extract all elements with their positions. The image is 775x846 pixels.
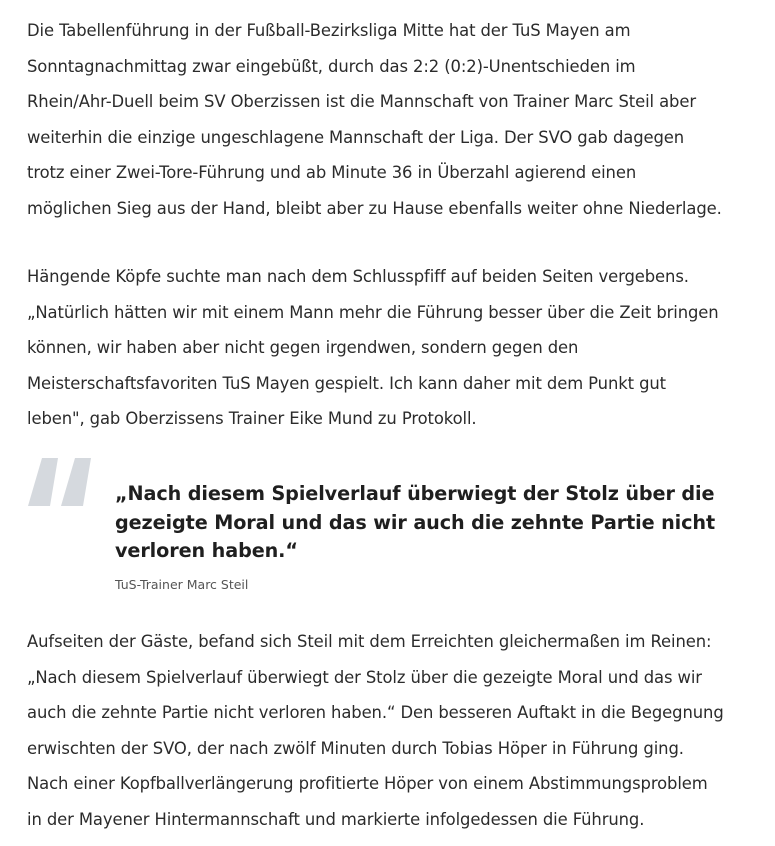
quote-text — [115, 480, 715, 566]
quote-line: verloren haben.“ — [115, 539, 298, 562]
text-line: weiterhin die einzige ungeschlagene Mannschaft der Liga. Der SVO gab dagegen — [27, 127, 685, 147]
quote-line: gezeigte Moral und das wir auch die zehnte Partie nicht — [115, 510, 716, 534]
text-line: möglichen Sieg aus der Hand, bleibt aber zu Hause ebenfalls weiter ohne Niederlage. — [27, 198, 722, 218]
text-line: Rhein/Ahr-Duell beim SV Oberzissen ist die Mannschaft von Trainer Marc Steil aber — [27, 92, 696, 111]
text-line: Hängende Köpfe suchte man nach dem Schlusspfiff auf beiden Seiten vergebens. — [27, 267, 689, 286]
paragraph-reaction — [27, 259, 767, 437]
text-line: in der Mayener Hintermannschaft und markierte infolgedessen die Führung. — [27, 809, 645, 829]
text-line: erwischten der SVO, der nach zwölf Minuten durch Tobias Höper in Führung ging. — [27, 738, 684, 758]
text-line: leben", gab Oberzissens Trainer Eike Mund zu Protokoll. — [27, 409, 477, 428]
text-line: „Natürlich hätten wir mit einem Mann mehr die Führung besser über die Zeit bringen — [27, 302, 719, 322]
quote-line: „Nach diesem Spielverlauf überwiegt der Stolz über die — [115, 482, 715, 505]
paragraph-match-report — [27, 624, 767, 837]
text-line: Aufseiten der Gäste, befand sich Steil mit dem Erreichten gleichermaßen im Reinen: — [27, 632, 712, 651]
text-line: Nach einer Kopfballverlängerung profitierte Höper von einem Abstimmungsproblem — [27, 774, 708, 793]
text-line: auch die zehnte Partie nicht verloren haben.“ Den besseren Auftakt in die Begegnung — [27, 703, 724, 722]
text-line: Sonntagnachmittag zwar eingebüßt, durch das 2:2 (0:2)-Unentschieden im — [27, 56, 636, 76]
quotation-mark-icon — [24, 450, 94, 510]
text-line: Meisterschaftsfavoriten TuS Mayen gespielt. Ich kann daher mit dem Punkt gut — [27, 373, 666, 393]
text-line: trotz einer Zwei-Tore-Führung und ab Minute 36 in Überzahl agierend einen — [27, 163, 637, 182]
paragraph-intro — [27, 13, 767, 226]
quote-attribution: TuS-Trainer Marc Steil — [115, 577, 249, 592]
pull-quote — [24, 450, 764, 600]
text-line: können, wir haben aber nicht gegen irgendwen, sondern gegen den — [27, 338, 579, 357]
text-line: „Nach diesem Spielverlauf überwiegt der Stolz über die gezeigte Moral und das wir — [27, 667, 702, 687]
text-line: Die Tabellenführung in der Fußball-Bezirksliga Mitte hat der TuS Mayen am — [27, 21, 631, 40]
